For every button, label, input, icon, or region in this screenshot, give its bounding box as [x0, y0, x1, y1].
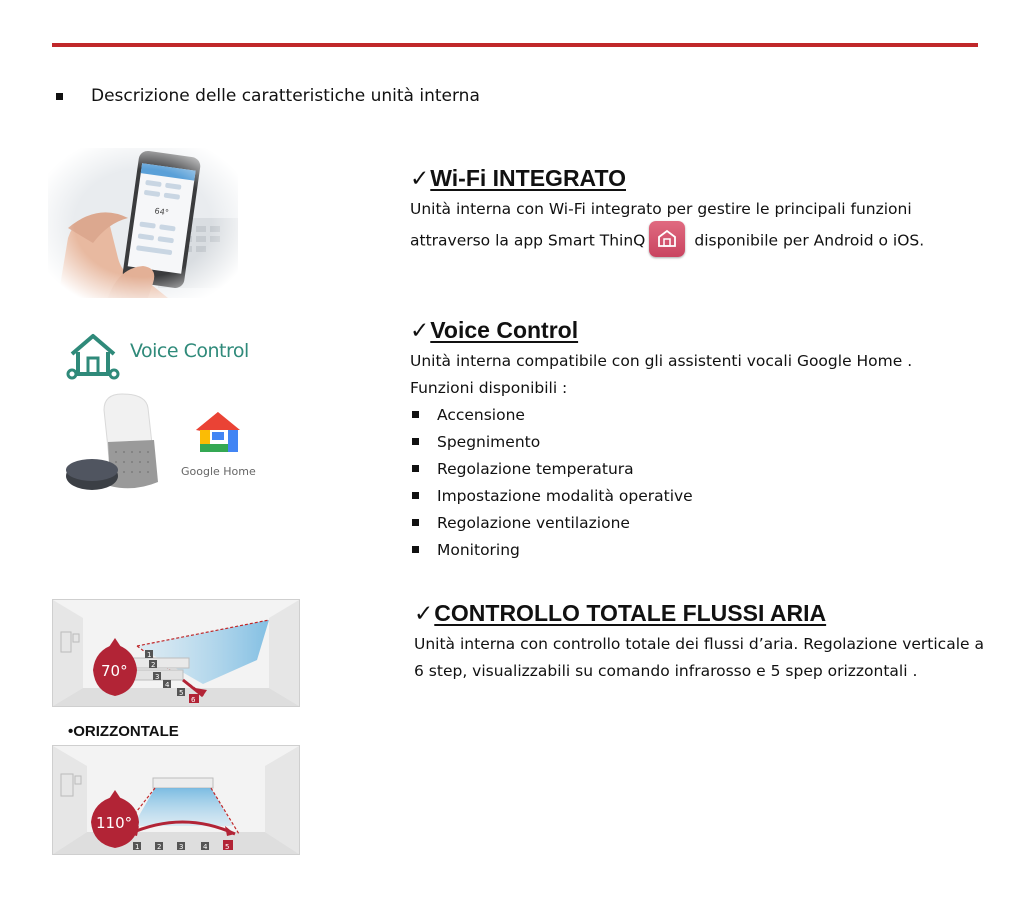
check-icon: ✓: [410, 165, 430, 191]
vertical-step-3: 3: [155, 673, 160, 681]
list-item-text: Regolazione ventilazione: [437, 514, 630, 532]
airflow-description: Unità interna con controllo totale dei flussi d’aria. Regolazione verticale a 6 step, visualizzabili su comando infrarosso e 5 spep orizzontali .: [414, 635, 984, 680]
horizontal-angle-label: 110°: [96, 814, 133, 832]
google-home-devices-image: [64, 390, 274, 498]
bullet-icon: [412, 519, 419, 526]
wifi-line-2-after: disponibile per Android o iOS.: [694, 231, 925, 250]
list-item: [410, 510, 693, 537]
check-icon: ✓: [410, 317, 430, 343]
smart-thinq-app-icon: [649, 221, 685, 257]
vertical-angle-label: 70°: [101, 662, 128, 680]
voice-title: Voice Control: [430, 317, 579, 343]
horizontal-step-5: 5: [225, 843, 230, 851]
google-home-label: Google Home: [181, 465, 256, 478]
bullet-icon: [412, 411, 419, 418]
horizontal-step-2: 2: [157, 843, 162, 851]
horizontal-step-1: 1: [135, 843, 140, 851]
wifi-description: [410, 196, 990, 259]
list-item-text: Impostazione modalità operative: [437, 487, 693, 505]
voice-description: [410, 348, 990, 402]
bullet-icon: [412, 438, 419, 445]
vertical-step-6: 6: [191, 696, 196, 704]
list-item-text: Monitoring: [437, 541, 520, 559]
list-item: [410, 402, 693, 429]
horizontal-step-3: 3: [179, 843, 184, 851]
vertical-step-5: 5: [179, 689, 184, 697]
wifi-line-2: [410, 223, 990, 259]
vertical-step-4: 4: [165, 681, 170, 689]
voice-heading: [410, 317, 578, 344]
voice-functions-list: [410, 402, 693, 564]
orizzontale-label: •ORIZZONTALE: [68, 723, 179, 740]
list-item: [410, 483, 693, 510]
bullet-icon: [412, 465, 419, 472]
vertical-airflow-diagram: [52, 599, 300, 707]
wifi-line-1: Unità interna con Wi-Fi integrato per gestire le principali funzioni: [410, 200, 912, 218]
wifi-heading: [410, 165, 626, 192]
horizontal-step-4: 4: [203, 843, 208, 851]
voice-control-home-icon: [66, 330, 120, 382]
bullet-icon: [412, 546, 419, 553]
list-item: [410, 456, 693, 483]
list-item-text: Regolazione temperatura: [437, 460, 634, 478]
top-divider: [52, 43, 978, 47]
list-item-text: Spegnimento: [437, 433, 541, 451]
horizontal-airflow-diagram: [52, 745, 300, 855]
list-item: [410, 537, 693, 564]
bullet-icon: [412, 492, 419, 499]
voice-control-logo-text: Voice Control: [130, 340, 249, 362]
list-item: [410, 429, 693, 456]
wifi-title: Wi-Fi INTEGRATO: [430, 165, 626, 191]
wifi-line-2-before: attraverso la app Smart ThinQ: [410, 231, 646, 250]
airflow-title: CONTROLLO TOTALE FLUSSI ARIA: [434, 600, 827, 626]
vertical-step-1: 1: [147, 651, 152, 659]
check-icon: ✓: [414, 600, 434, 626]
smartphone-image: [48, 148, 238, 298]
list-item-text: Accensione: [437, 406, 525, 424]
intro-text: Descrizione delle caratteristiche unità interna: [91, 86, 480, 106]
voice-control-logo: [66, 330, 266, 382]
voice-line-2: Funzioni disponibili :: [410, 379, 568, 397]
airflow-heading: [414, 600, 826, 627]
bullet-icon: [56, 93, 63, 100]
vertical-step-2: 2: [151, 661, 156, 669]
voice-line-1: Unità interna compatibile con gli assistenti vocali Google Home .: [410, 352, 913, 370]
